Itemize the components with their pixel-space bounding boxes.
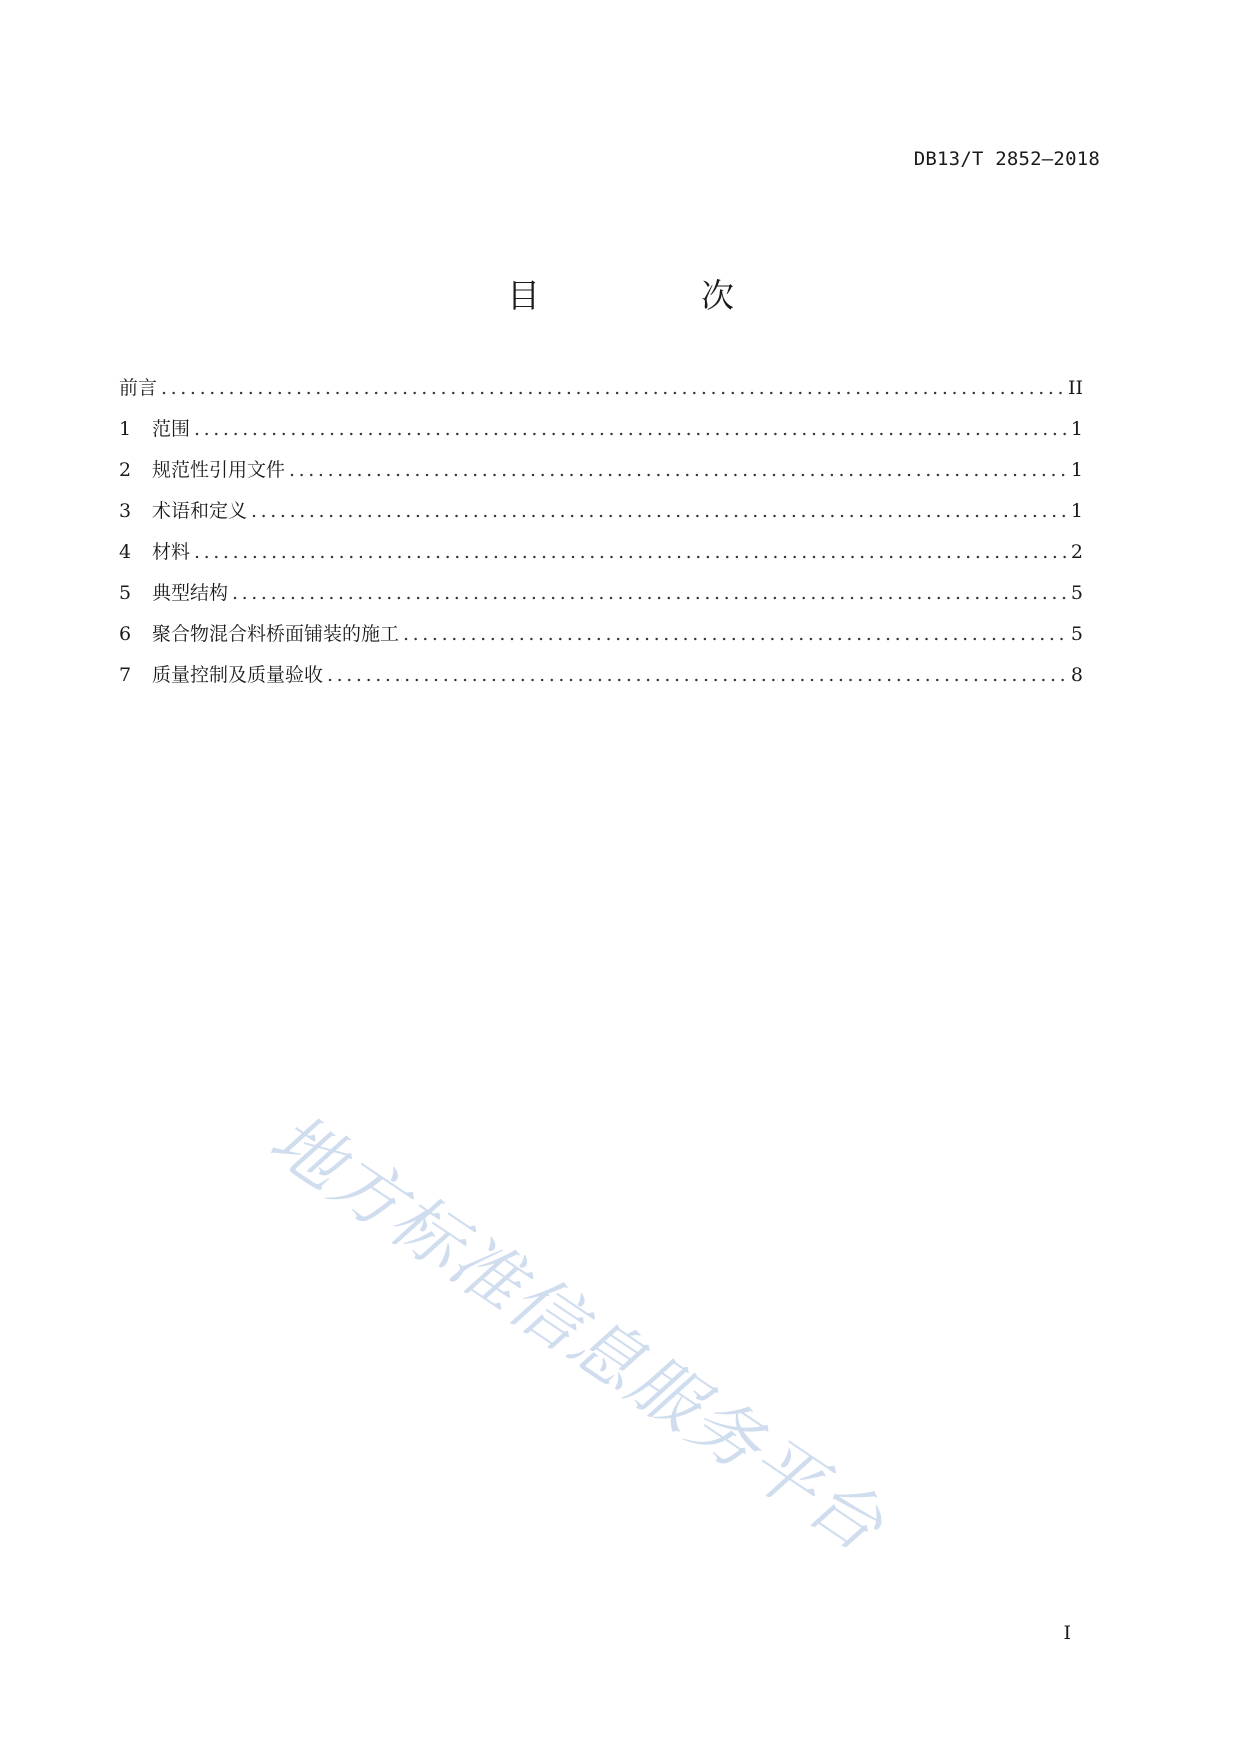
toc-entry-page: 5 (1070, 623, 1083, 645)
toc-entry-typical-structure[interactable] (119, 578, 1083, 619)
toc-entry-normative-references[interactable] (119, 455, 1083, 496)
document-code: DB13/T 2852—2018 (913, 148, 1100, 170)
toc-entry-page: II (1067, 377, 1083, 399)
toc-entry-materials[interactable] (119, 537, 1083, 578)
toc-entry-number: 5 (119, 582, 132, 604)
toc-entry-number: 6 (119, 623, 132, 645)
page-number: I (1063, 1622, 1071, 1644)
toc-dot-leader (194, 418, 1067, 440)
toc-entry-label: 材料 (152, 541, 191, 563)
toc-entry-number: 7 (119, 664, 132, 686)
toc-entry-scope[interactable] (119, 414, 1083, 455)
watermark: 地方标准信息服务平台 (255, 1097, 899, 1569)
toc-dot-leader (161, 377, 1064, 399)
toc-entry-number: 4 (119, 541, 132, 563)
toc-dot-leader (232, 582, 1067, 604)
toc-entry-page: 2 (1070, 541, 1083, 563)
toc-dot-leader (327, 664, 1067, 686)
toc-entry-terms-definitions[interactable] (119, 496, 1083, 537)
toc-entry-label: 质量控制及质量验收 (152, 664, 324, 686)
toc-entry-page: 1 (1070, 418, 1083, 440)
toc-entry-number: 2 (119, 459, 132, 481)
toc-entry-page: 1 (1070, 500, 1083, 522)
toc-entry-label: 规范性引用文件 (152, 459, 286, 481)
toc-entry-construction[interactable] (119, 619, 1083, 660)
toc-entry-foreword[interactable] (119, 373, 1083, 414)
toc-entry-page: 5 (1070, 582, 1083, 604)
page-title: 目 次 (507, 276, 798, 315)
toc-dot-leader (403, 623, 1067, 645)
toc-entry-label: 范围 (152, 418, 191, 440)
toc-dot-leader (194, 541, 1067, 563)
toc-entry-page: 1 (1070, 459, 1083, 481)
toc-entry-page: 8 (1070, 664, 1083, 686)
toc-entry-label: 前言 (119, 377, 158, 399)
table-of-contents (119, 373, 1083, 701)
toc-entry-quality-control[interactable] (119, 660, 1083, 701)
toc-entry-number: 3 (119, 500, 132, 522)
toc-entry-label: 术语和定义 (152, 500, 248, 522)
toc-dot-leader (251, 500, 1067, 522)
toc-entry-label: 典型结构 (152, 582, 229, 604)
toc-entry-number: 1 (119, 418, 132, 440)
toc-entry-label: 聚合物混合料桥面铺装的施工 (152, 623, 400, 645)
toc-dot-leader (289, 459, 1067, 481)
